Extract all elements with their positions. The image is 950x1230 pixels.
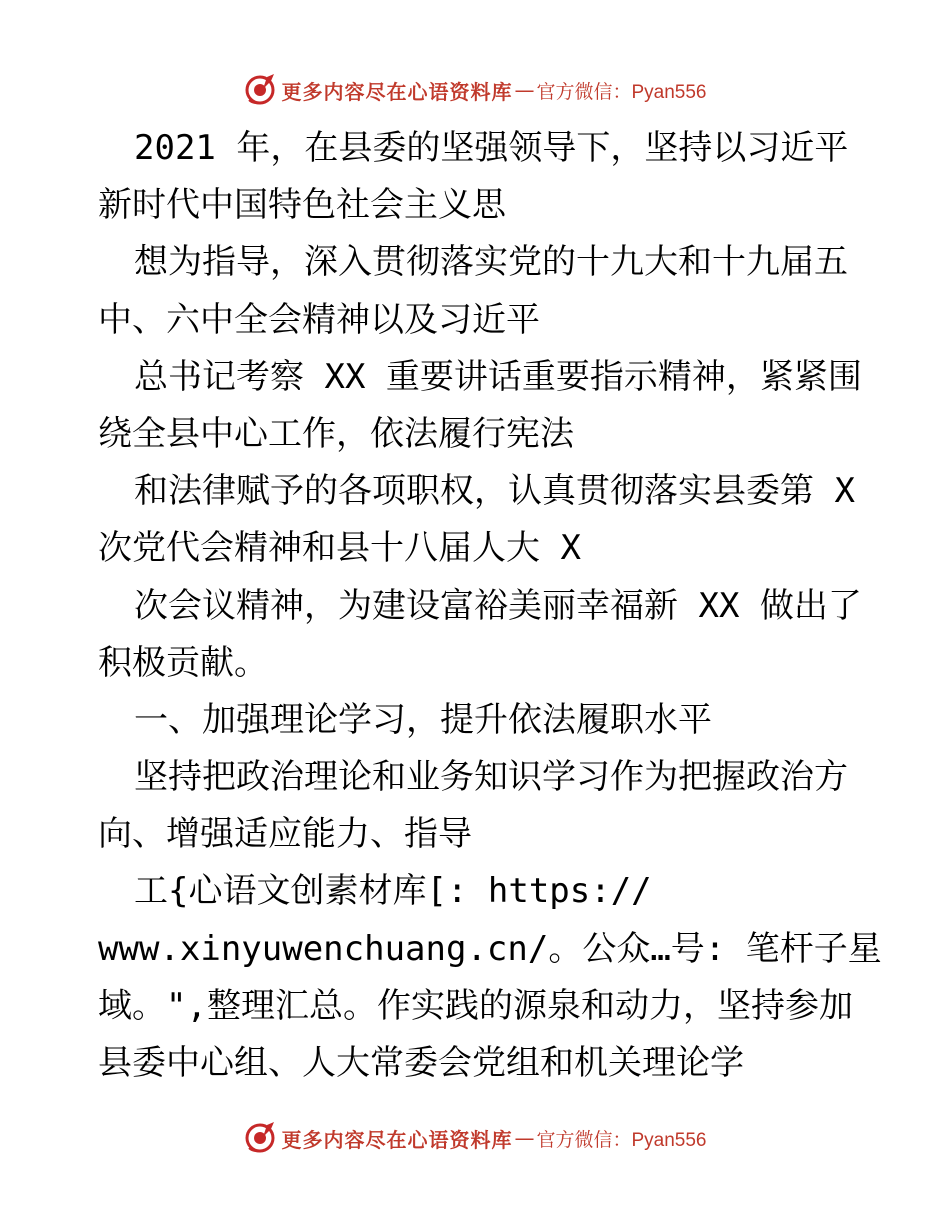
footer-banner-text: 更多内容尽在心语资料库	[281, 1127, 513, 1152]
pen-circle-logo-icon	[243, 1121, 277, 1155]
text-line-5: 总书记考察 XX 重要讲话重要指示精神，紧紧围	[134, 356, 862, 397]
text-line-14: 工{心语文创素材库[: https://	[134, 871, 652, 912]
text-line-1: 2021 年，在县委的坚强领导下，坚持以习近平	[134, 128, 849, 168]
text-line-12: 坚持把政治理论和业务知识学习作为把握政治方	[134, 757, 848, 798]
footer-banner-dash: —	[514, 1126, 535, 1150]
header-banner-contact: 官方微信：Pyan556	[536, 81, 707, 103]
text-line-3: 想为指导，深入贯彻落实党的十九大和十九届五	[134, 242, 848, 283]
section-heading: 一、加强理论学习，提升依法履职水平	[134, 699, 712, 740]
header-watermark-banner	[0, 70, 950, 110]
header-banner-dash: —	[514, 78, 535, 102]
text-line-16: 域。",整理汇总。作实践的源泉和动力，坚持参加	[98, 985, 853, 1026]
text-line-8: 次党代会精神和县十八届人大 X	[98, 528, 581, 569]
text-line-13: 向、增强适应能力、指导	[98, 814, 472, 855]
text-line-7: 和法律赋予的各项职权，认真贯彻落实县委第 X	[134, 471, 855, 512]
footer-banner-contact: 官方微信：Pyan556	[536, 1129, 707, 1151]
text-line-2: 新时代中国特色社会主义思	[98, 185, 506, 226]
pen-circle-logo-icon	[243, 73, 277, 107]
footer-watermark-banner	[0, 1118, 950, 1158]
text-line-9: 次会议精神，为建设富裕美丽幸福新 XX 做出了	[134, 585, 862, 626]
text-line-17: 县委中心组、人大常委会党组和机关理论学	[98, 1043, 744, 1083]
header-banner-text: 更多内容尽在心语资料库	[281, 79, 513, 104]
text-line-15: www.xinyuwenchuang.cn/。公众…号: 笔杆子星	[98, 928, 882, 969]
document-body	[98, 120, 882, 1092]
text-line-4: 中、六中全会精神以及习近平	[98, 299, 540, 340]
text-line-10: 积极贡献。	[98, 642, 268, 683]
text-line-6: 绕全县中心工作，依法履行宪法	[98, 413, 574, 454]
